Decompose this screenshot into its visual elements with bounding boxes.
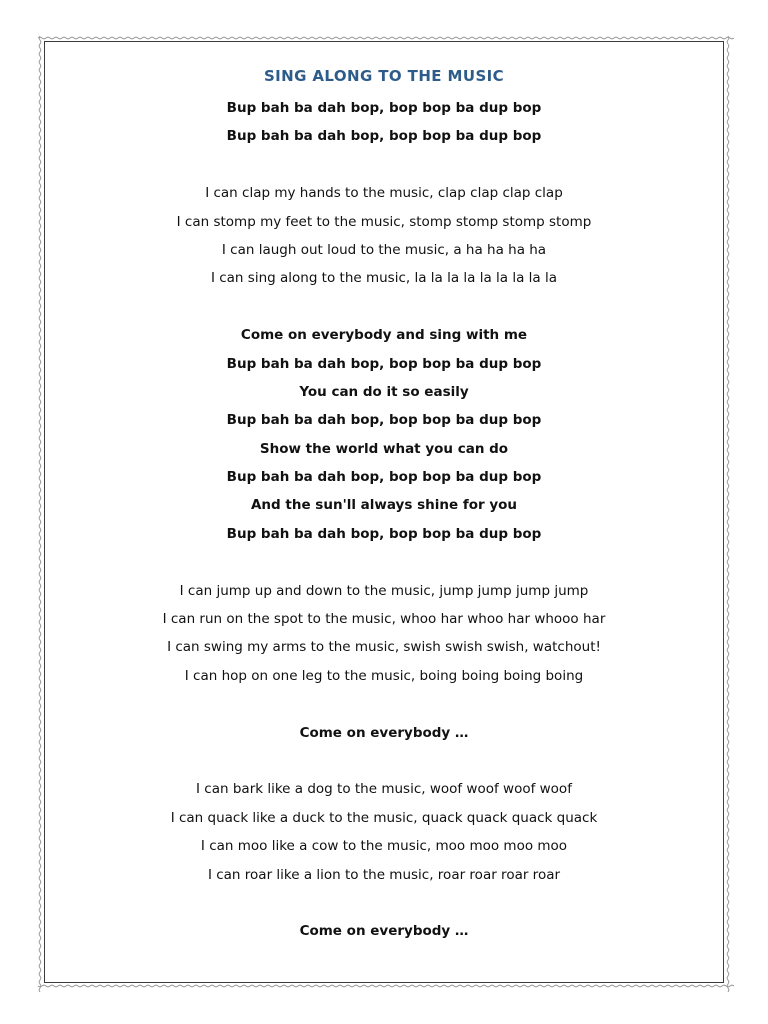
lyric-line: Bup bah ba dah bop, bop bop ba dup bop — [226, 128, 542, 145]
lyric-line: I can laugh out loud to the music, a ha ha ha ha — [221, 241, 547, 258]
lyric-line: I can quack like a duck to the music, quack quack quack quack — [170, 809, 598, 826]
lyrics — [44, 94, 724, 946]
stanza-gap — [44, 747, 724, 775]
lyric-line: Come on everybody … — [299, 923, 469, 940]
lyric-line: Bup bah ba dah bop, bop bop ba dup bop — [226, 469, 542, 486]
lyric-line: I can moo like a cow to the music, moo moo moo moo — [200, 838, 568, 855]
lyric-line: Come on everybody … — [299, 724, 469, 741]
stanza-gap — [44, 548, 724, 576]
stanza-gap — [44, 889, 724, 917]
lyric-line: I can swing my arms to the music, swish swish swish, watchout! — [167, 639, 601, 656]
lyric-line: Show the world what you can do — [259, 440, 509, 457]
lyric-line: I can run on the spot to the music, whoo har whoo har whooo har — [162, 611, 606, 628]
lyric-line: I can bark like a dog to the music, woof woof woof woof — [196, 781, 572, 798]
stanza-gap — [44, 293, 724, 321]
lyric-line: I can roar like a lion to the music, roar roar roar roar — [207, 866, 561, 883]
lyric-line: Bup bah ba dah bop, bop bop ba dup bop — [226, 355, 542, 372]
lyric-line: And the sun'll always shine for you — [250, 497, 518, 514]
lyric-line: Bup bah ba dah bop, bop bop ba dup bop — [226, 525, 542, 542]
lyric-line: I can jump up and down to the music, jump jump jump jump — [179, 582, 589, 599]
stanza-gap — [44, 151, 724, 179]
lyric-line: I can stomp my feet to the music, stomp stomp stomp stomp — [176, 213, 592, 230]
lyric-line: I can hop on one leg to the music, boing boing boing boing — [184, 667, 584, 684]
stanza-gap — [44, 690, 724, 718]
lyric-line: Bup bah ba dah bop, bop bop ba dup bop — [226, 412, 542, 429]
page-title: SING ALONG TO THE MUSIC — [263, 67, 505, 85]
lyric-line: I can sing along to the music, la la la la la la la la la — [210, 270, 558, 287]
lyric-line: Come on everybody and sing with me — [240, 327, 528, 344]
lyric-line: I can clap my hands to the music, clap clap clap clap — [205, 185, 563, 202]
document-content — [44, 41, 724, 946]
lyric-line: Bup bah ba dah bop, bop bop ba dup bop — [226, 100, 542, 116]
lyric-line: You can do it so easily — [299, 383, 469, 400]
